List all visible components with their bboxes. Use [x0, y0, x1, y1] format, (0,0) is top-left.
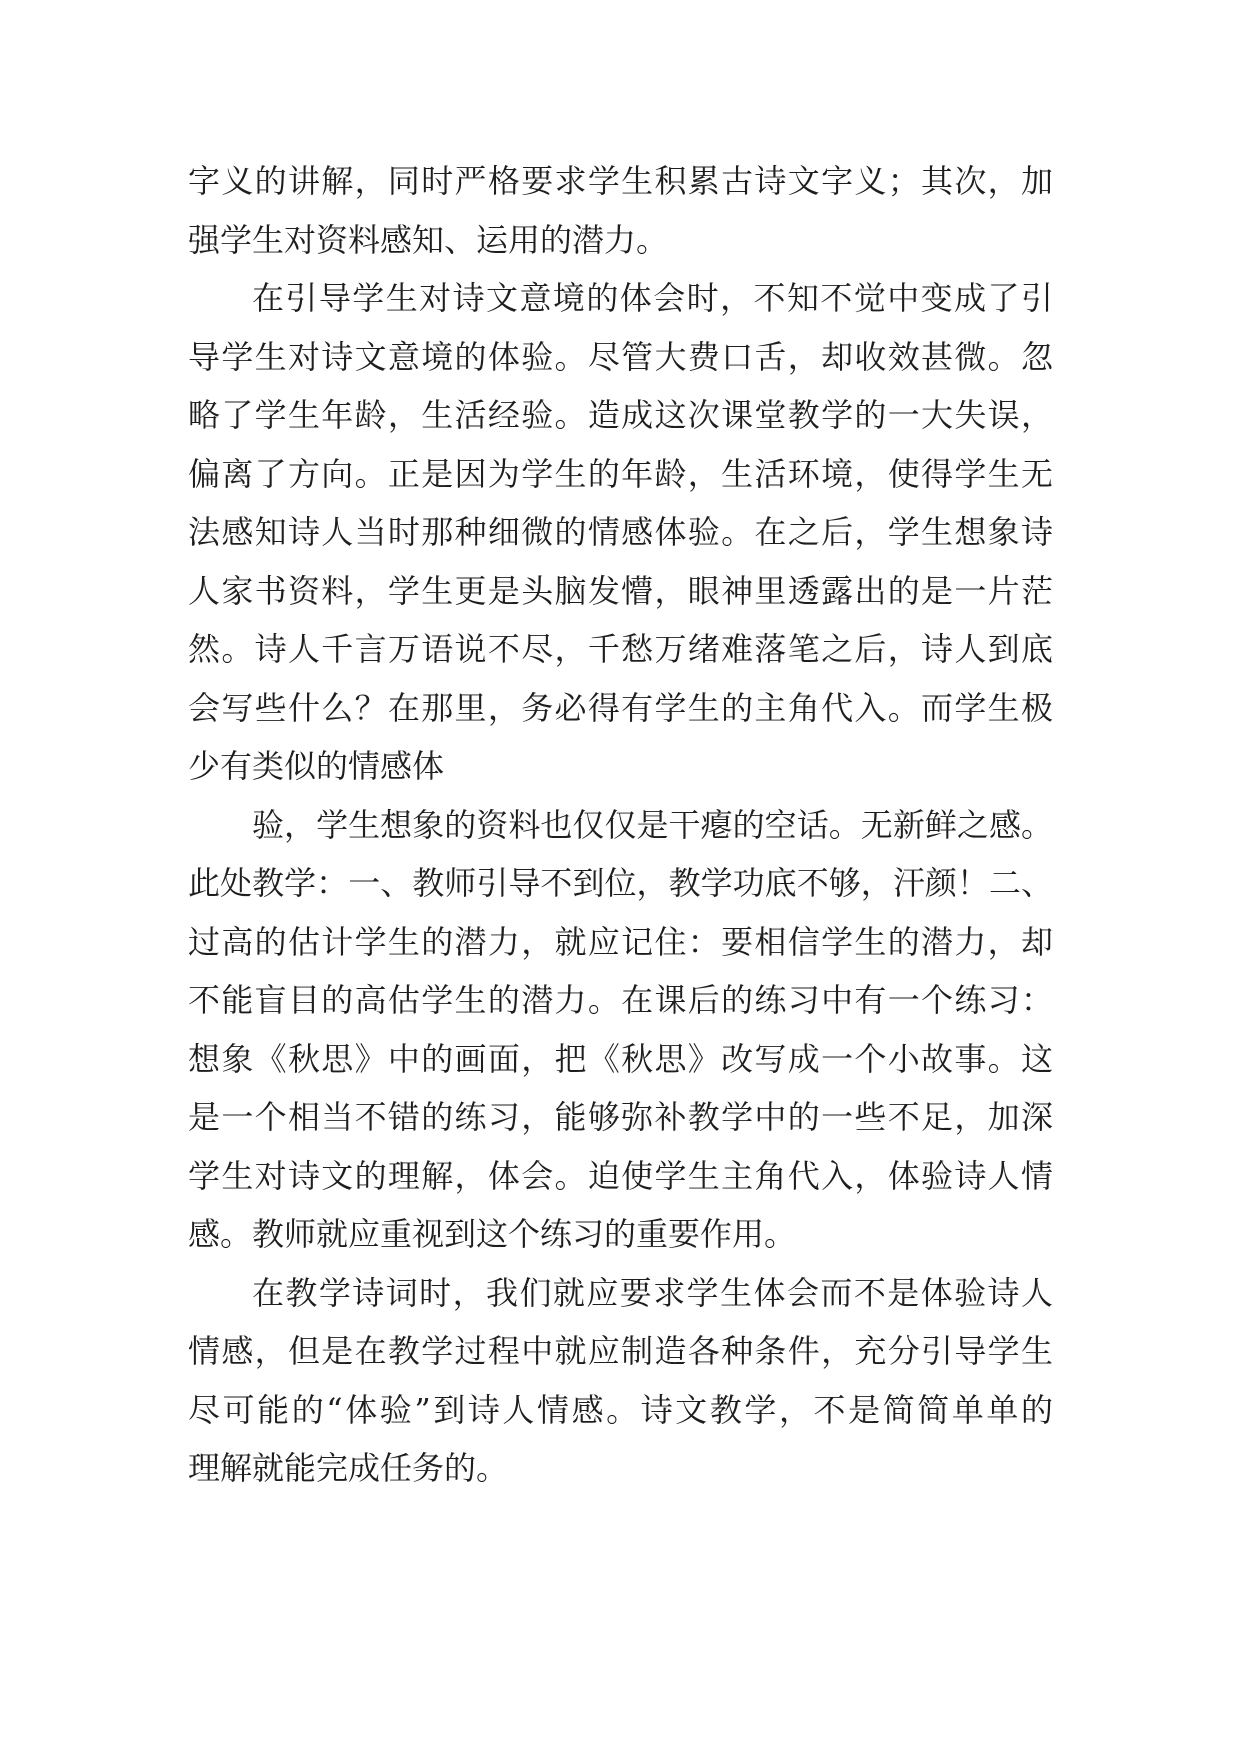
text-line: 想象《秋思》中的画面，把《秋思》改写成一个小故事。这: [188, 1039, 1053, 1078]
paragraph-3: [188, 796, 1053, 1264]
text-line: 然。诗人千言万语说不尽，千愁万绪难落笔之后，诗人到底: [188, 630, 1053, 668]
text-line: 会写些什么？在那里，务必得有学生的主角代入。而学生极: [188, 688, 1053, 727]
text-line: 字义的讲解，同时严格要求学生积累古诗文字义；其次，加: [188, 162, 1053, 200]
text-line: 在引导学生对诗文意境的体会时，不知不觉中变成了引: [252, 279, 1053, 317]
text-line: 导学生对诗文意境的体验。尽管大费口舌，却收效甚微。忽: [188, 337, 1053, 376]
text-line: 理解就能完成任务的。: [188, 1449, 509, 1487]
text-line: 强学生对资料感知、运用的潜力。: [188, 220, 669, 259]
text-line: 情感，但是在教学过程中就应制造各种条件，充分引导学生: [188, 1332, 1053, 1370]
text-line: 是一个相当不错的练习，能够弥补教学中的一些不足，加深: [188, 1098, 1053, 1136]
text-line: 人家书资料，学生更是头脑发懵，眼神里透露出的是一片茫: [188, 571, 1053, 610]
paragraph-1: [188, 152, 1053, 269]
paragraph-4: [188, 1264, 1053, 1498]
text-line: 法感知诗人当时那种细微的情感体验。在之后，学生想象诗: [188, 513, 1053, 551]
text-line: 偏离了方向。正是因为学生的年龄，生活环境，使得学生无: [188, 454, 1053, 493]
text-line: 少有类似的情感体: [188, 747, 445, 785]
text-line: 感。教师就应重视到这个练习的重要作用。: [188, 1215, 797, 1253]
text-line: 尽可能的“体验”到诗人情感。诗文教学，不是简简单单的: [188, 1390, 1053, 1429]
document-body: [188, 152, 1053, 1498]
text-line: 不能盲目的高估学生的潜力。在课后的练习中有一个练习：: [188, 981, 1053, 1019]
text-line: 此处教学：一、教师引导不到位，教学功底不够，汗颜！二、: [188, 864, 1053, 902]
text-line: 过高的估计学生的潜力，就应记住：要相信学生的潜力，却: [188, 922, 1053, 961]
text-line: 略了学生年龄，生活经验。造成这次课堂教学的一大失误，: [188, 396, 1053, 434]
paragraph-2: [188, 269, 1053, 796]
text-line: 在教学诗词时，我们就应要求学生体会而不是体验诗人: [252, 1273, 1053, 1312]
text-line: 学生对诗文的理解，体会。迫使学生主角代入，体验诗人情: [188, 1156, 1053, 1195]
text-line: 验，学生想象的资料也仅仅是干瘪的空话。无新鲜之感。: [252, 805, 1053, 844]
